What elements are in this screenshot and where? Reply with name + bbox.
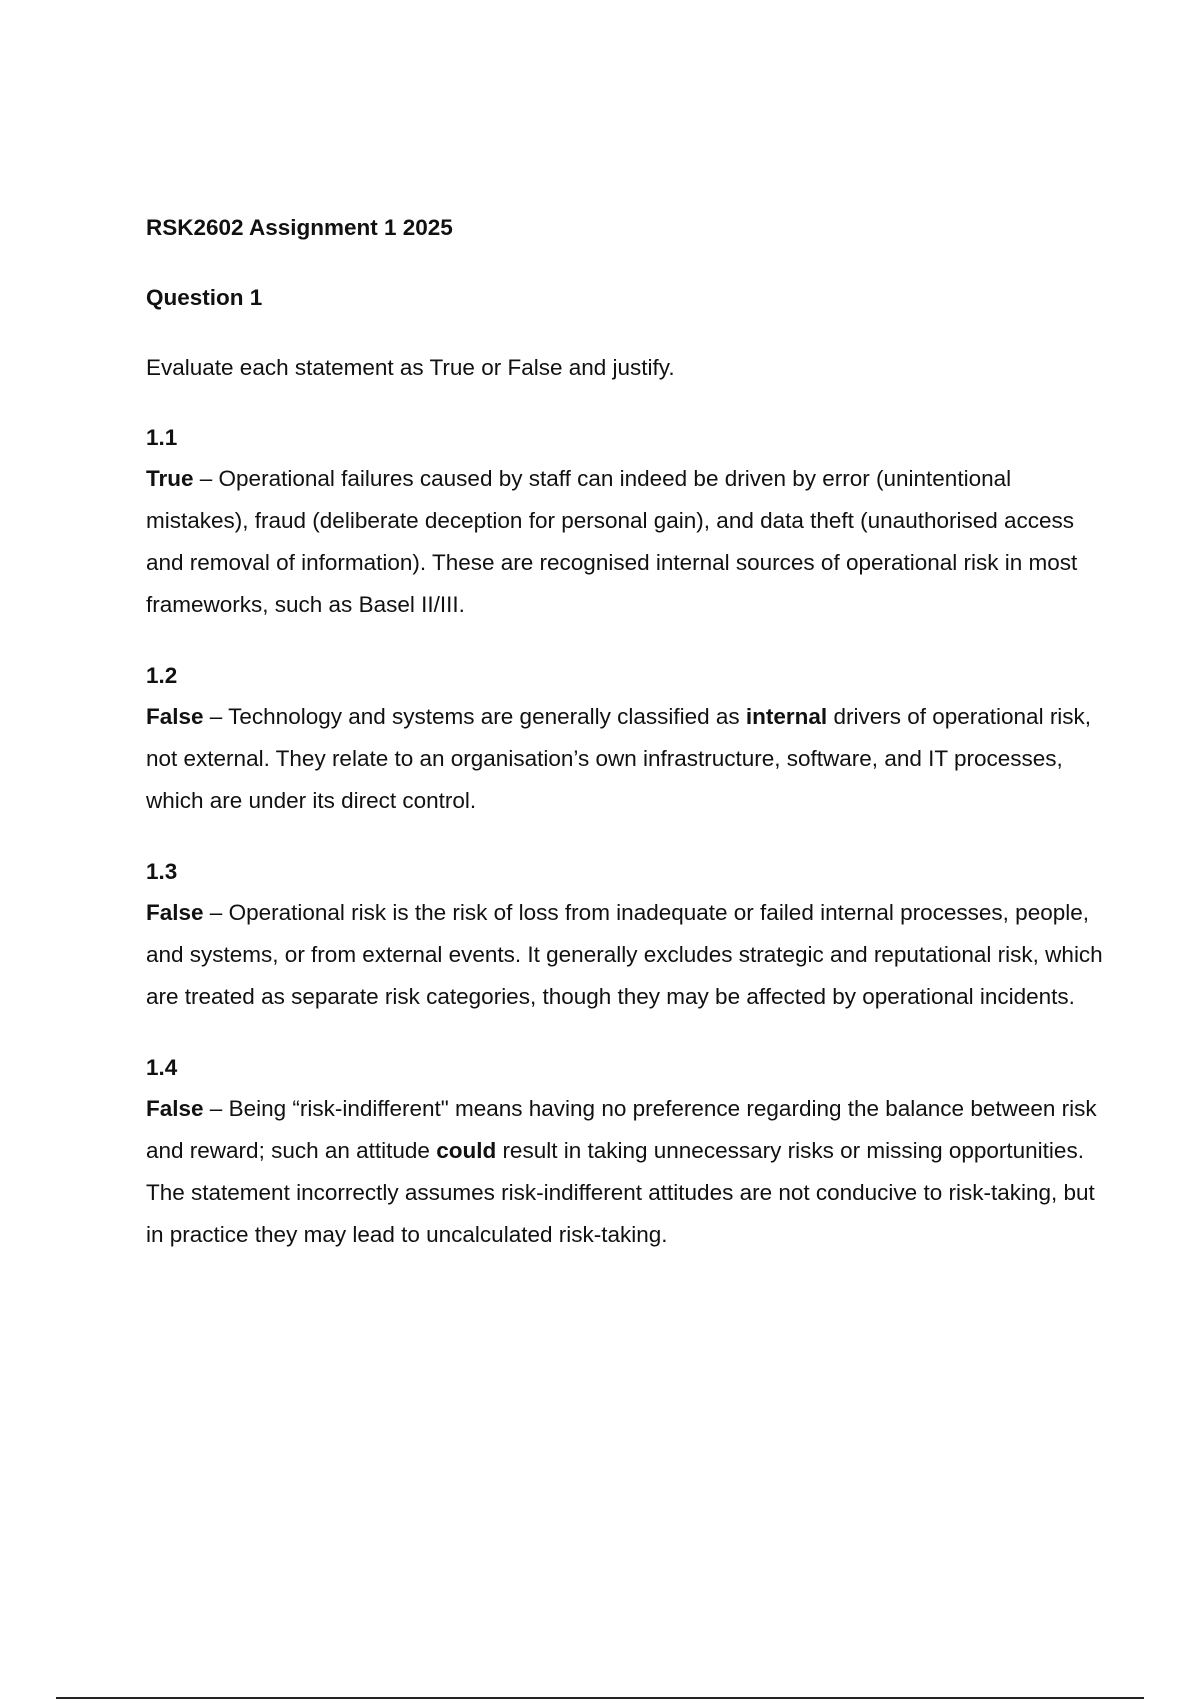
item-number: 1.4 xyxy=(146,1055,178,1080)
item-verdict: False xyxy=(146,1096,204,1121)
document-page xyxy=(146,208,1106,1256)
footer-divider xyxy=(56,1697,1144,1699)
item-body xyxy=(146,696,1106,822)
answer-item-1-1 xyxy=(146,418,1106,626)
item-number: 1.3 xyxy=(146,859,178,884)
item-text-continued: drivers of operational risk, not external. They relate to an organisation’s own infrastructure, software, and IT processes, which are under its direct control. xyxy=(146,704,1092,813)
item-text: – Technology and systems are generally classified as xyxy=(203,704,746,729)
item-verdict: True xyxy=(146,466,194,491)
item-verdict: False xyxy=(146,900,204,925)
item-text: – Being “risk-indifferent" means having no preference regarding the balance between risk and reward; such an attitude xyxy=(146,1096,1097,1163)
item-text: – Operational risk is the risk of loss from inadequate or failed internal processes, people, and systems, or from external events. It generally excludes strategic and reputational risk, which are treated as separate risk categories, though they may be affected by operational incidents. xyxy=(146,900,1103,1009)
item-number: 1.1 xyxy=(146,425,178,450)
item-body xyxy=(146,458,1106,626)
item-text-continued: result in taking unnecessary risks or missing opportunities. The statement incorrectly assumes risk-indifferent attitudes are not conducive to risk-taking, but in practice they may lead to uncalculated risk-taking. xyxy=(146,1138,1095,1247)
item-verdict: False xyxy=(146,704,204,729)
answer-item-1-4 xyxy=(146,1048,1106,1256)
answer-item-1-3 xyxy=(146,852,1106,1018)
document-title: RSK2602 Assignment 1 2025 xyxy=(146,215,453,240)
item-body xyxy=(146,892,1106,1018)
item-text: – Operational failures caused by staff can indeed be driven by error (unintentional mistakes), fraud (deliberate deception for personal gain), and data theft (unauthorised access and removal of information). These are recognised internal sources of operational risk in most frameworks, such as Basel II/III. xyxy=(146,466,1078,617)
answer-item-1-2 xyxy=(146,656,1106,822)
question-heading: Question 1 xyxy=(146,285,263,310)
item-emphasis: could xyxy=(436,1138,497,1163)
item-body xyxy=(146,1088,1106,1256)
question-instruction: Evaluate each statement as True or False and justify. xyxy=(146,355,675,380)
item-emphasis: internal xyxy=(745,704,828,729)
item-number: 1.2 xyxy=(146,663,178,688)
